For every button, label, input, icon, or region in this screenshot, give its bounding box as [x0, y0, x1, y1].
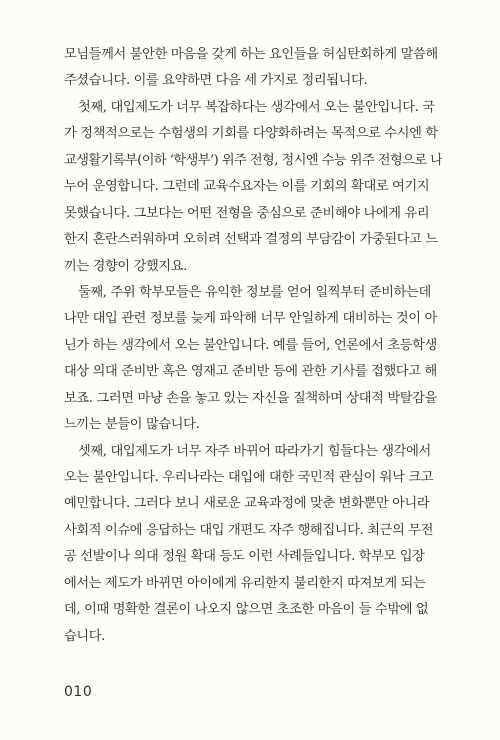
page-number: 010 [64, 684, 93, 700]
text-line: 사회적 이슈에 응답하는 대입 개편도 자주 행해집니다. 최근의 무전 [64, 522, 434, 538]
body-text [64, 42, 442, 650]
text-line: 못했습니다. 그보다는 어떤 전형을 중심으로 준비해야 나에게 유리 [64, 205, 430, 221]
text-line: 누어 운영합니다. 그런데 교육수요자는 이를 기회의 확대로 여기지 [64, 179, 430, 195]
text-line: 습니다. [64, 628, 106, 644]
paragraph-first-line: 셋째, 대입제도가 너무 자주 바뀌어 따라가기 힘들다는 생각에서 [78, 443, 431, 459]
text-line: 나만 대입 관련 정보를 늦게 파악해 너무 안일하게 대비하는 것이 아 [64, 311, 437, 327]
text-line: 느끼는 분들이 많습니다. [64, 417, 200, 433]
text-line: 공 선발이나 의대 정원 확대 등도 이런 사례들입니다. 학부모 입장 [64, 549, 425, 565]
text-line: 교생활기록부(이하 ‘학생부’) 위주 전형, 정시엔 수능 위주 전형으로 나 [64, 152, 442, 168]
text-line: 모님들께서 불안한 마음을 갖게 하는 요인들을 허심탄회하게 말씀해 [64, 47, 438, 62]
text-line: 데, 이때 명확한 결론이 나오지 않으면 초조한 마음이 들 수밖에 없 [64, 602, 429, 618]
text-line: 끼는 경향이 강했지요. [64, 258, 188, 274]
paragraph-first-line: 둘째, 주위 학부모들은 유익한 정보를 얻어 일찍부터 준비하는데 [78, 284, 431, 300]
text-line: 오는 불안입니다. 우리나라는 대입에 대한 국민적 관심이 워낙 크고 [64, 470, 434, 485]
text-line: 주셨습니다. 이를 요약하면 다음 세 가지로 정리됩니다. [64, 73, 368, 89]
text-line: 가 정책적으로는 수험생의 기회를 다양화하려는 목적으로 수시엔 학 [64, 126, 438, 142]
text-line: 에서는 제도가 바뀌면 아이에게 유리한지 불리한지 따져보게 되는 [64, 575, 426, 591]
text-line: 예민합니다. 그러다 보니 새로운 교육과정에 맞춘 변화뿐만 아니라 [64, 496, 430, 512]
paragraph-first-line: 첫째, 대입제도가 너무 복잡하다는 생각에서 오는 불안입니다. 국 [78, 99, 435, 115]
text-line: 보죠. 그러면 마냥 손을 놓고 있는 자신을 질책하며 상대적 박탈감을 [64, 390, 437, 406]
text-line: 한지 혼란스러워하며 오히려 선택과 결정의 부담감이 가중된다고 느 [64, 232, 438, 248]
text-line: 닌가 하는 생각에서 오는 불안입니다. 예를 들어, 언론에서 초등학생 [64, 337, 437, 353]
text-line: 대상 의대 준비반 혹은 영재고 준비반 등에 관한 기사를 접했다고 해 [64, 364, 437, 380]
